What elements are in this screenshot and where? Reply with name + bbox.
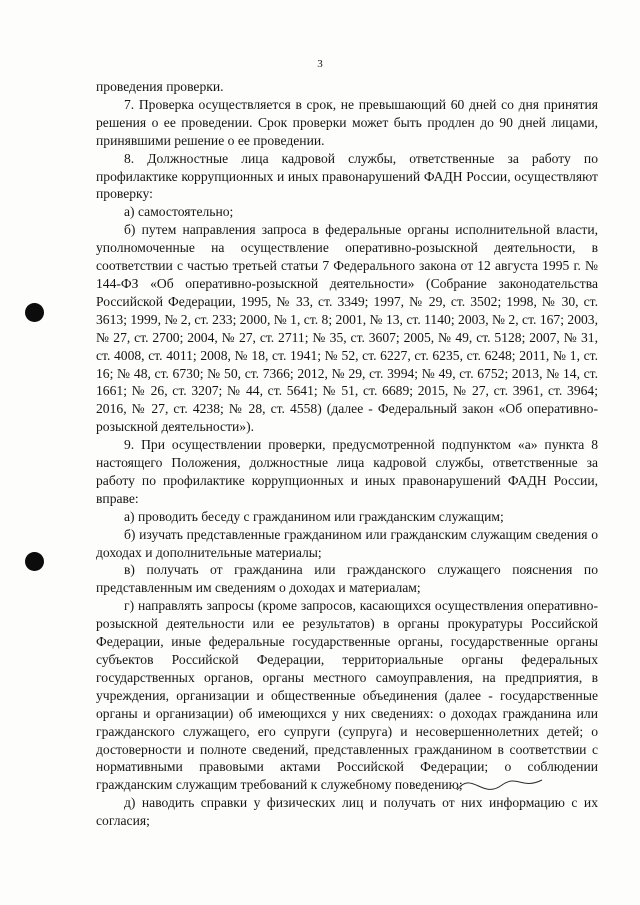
paragraph-9: 9. При осуществлении проверки, предусмотренной подпунктом «а» пункта 8 настоящего Положения, должностные лица кадровой службы, ответственные за работу по профилактике коррупционных и иных правонарушений ФАДН России, вправе:	[96, 437, 598, 506]
paragraph-9a: а) проводить беседу с гражданином или гражданским служащим;	[124, 508, 504, 524]
paragraph-7: 7. Проверка осуществляется в срок, не превышающий 60 дней со дня принятия решения о ее проведении. Срок проверки может быть продлен до 90 дней лицами, принявшими решение о ее проведении.	[96, 96, 598, 148]
paragraph-continuation: проведения проверки.	[96, 79, 224, 94]
paragraph-9b: б) изучать представленные гражданином или гражданским служащим сведения о доходах и дополнительные материалы;	[96, 526, 598, 560]
document-body	[96, 78, 598, 830]
punch-hole-top	[25, 303, 44, 322]
paragraph-8a: а) самостоятельно;	[124, 204, 234, 220]
paragraph-9g: г) направлять запросы (кроме запросов, касающихся осуществления оперативно-розыскной деятельности или ее результатов) в органы прокуратуры Российской Федерации, иные федеральные государственные органы, государственные органы субъектов Российской Федерации, территориальные органы федеральных государственных органов, органы местного самоуправления, на предприятия, в учреждения, организации и общественные объединения (далее - государственные органы и организации) об имеющихся у них сведениях: о доходах гражданина или гражданского служащего, его супруги (супруга) и несовершеннолетних детей; о достоверности и полноте сведений, представленных гражданином в соответствии с нормативными правовыми актами Российской Федерации; о соблюдении гражданским служащим требований к служебному поведению;	[96, 598, 598, 793]
paragraph-9v: в) получать от гражданина или гражданского служащего пояснения по представленным им сведениям о доходах и материалам;	[96, 562, 598, 596]
punch-hole-bottom	[25, 552, 44, 571]
paragraph-8b: б) путем направления запроса в федеральные органы исполнительной власти, уполномоченные на осуществление оперативно-розыскной деятельности, в соответствии с частью третьей статьи 7 Федерального закона от 12 августа 1995 г. № 144-ФЗ «Об оперативно-розыскной деятельности» (Собрание законодательства Российской Федерации, 1995, № 33, ст. 3349; 1997, № 29, ст. 3502; 1998, № 30, ст. 3613; 1999, № 2, ст. 233; 2000, № 1, ст. 8; 2001, № 13, ст. 1140; 2003, № 2, ст. 167; 2003, № 27, ст. 2700; 2004, № 27, ст. 2711; № 35, ст. 3607; 2005, № 49, ст. 5128; 2007, № 31, ст. 4008, ст. 4011; 2008, № 18, ст. 1941; № 52, ст. 6227, ст. 6235, ст. 6248; 2011, № 1, ст. 16; № 48, ст. 6730; № 50, ст. 7366; 2012, № 29, ст. 3994; № 49, ст. 6752; 2013, № 14, ст. 1661; № 26, ст. 3207; № 44, ст. 5641; № 51, ст. 6689; 2015, № 27, ст. 3961, ст. 3964; 2016, № 27, ст. 4238; № 28, ст. 4558) (далее - Федеральный закон «Об оперативно-розыскной деятельности»).	[96, 222, 598, 435]
page-number: 3	[317, 58, 323, 70]
paragraph-9d: д) наводить справки у физических лиц и получать от них информацию с их согласия;	[96, 795, 598, 829]
paragraph-8: 8. Должностные лица кадровой службы, ответственные за работу по профилактике коррупционных и иных правонарушений ФАДН России, осуществляют проверку:	[96, 150, 598, 202]
